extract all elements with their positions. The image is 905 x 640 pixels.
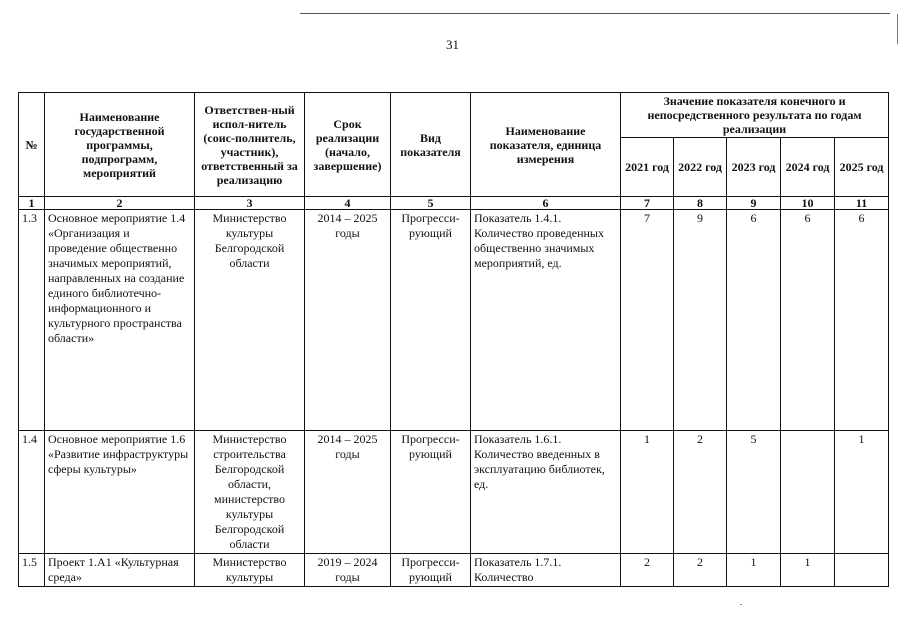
header-year-2024: 2024 год xyxy=(781,138,835,197)
row-value-2023: 1 xyxy=(727,554,781,587)
header-term: Срок реализации (начало, завершение) xyxy=(305,93,391,197)
row-name: Основное мероприятие 1.4 «Организация и проведение общественно значимых мероприятий, направленных на создание единого библиотечно-информационного и культурного пространства области» xyxy=(45,210,195,431)
row-responsible: Министерство культуры Белгородской области xyxy=(195,210,305,431)
row-value-2025: 6 xyxy=(835,210,889,431)
row-name: Проект 1.А1 «Культурная среда» xyxy=(45,554,195,587)
row-type: Прогресси-рующий xyxy=(391,431,471,554)
row-indicator: Показатель 1.7.1. Количество xyxy=(471,554,621,587)
column-number: 8 xyxy=(674,197,727,210)
row-value-2021: 1 xyxy=(621,431,674,554)
row-value-2022: 9 xyxy=(674,210,727,431)
row-num: 1.3 xyxy=(19,210,45,431)
column-number: 1 xyxy=(19,197,45,210)
column-number: 10 xyxy=(781,197,835,210)
row-value-2022: 2 xyxy=(674,554,727,587)
header-year-2023: 2023 год xyxy=(727,138,781,197)
row-value-2024 xyxy=(781,431,835,554)
column-number: 3 xyxy=(195,197,305,210)
row-value-2025 xyxy=(835,554,889,587)
page-number: 31 xyxy=(446,37,459,52)
header-values-group: Значение показателя конечного и непосредственного результата по годам реализации xyxy=(621,93,889,138)
row-value-2021: 2 xyxy=(621,554,674,587)
row-indicator: Показатель 1.6.1. Количество введенных в эксплуатацию библиотек, ед. xyxy=(471,431,621,554)
header-year-2022: 2022 год xyxy=(674,138,727,197)
column-numbers-row xyxy=(19,197,889,210)
table-row xyxy=(19,431,889,554)
row-name: Основное мероприятие 1.6 «Развитие инфраструктуры сферы культуры» xyxy=(45,431,195,554)
column-number: 5 xyxy=(391,197,471,210)
indicators-table xyxy=(18,92,889,587)
scan-border-line xyxy=(300,13,890,14)
header-responsible: Ответствен-ный испол-нитель (соис-полнитель, участник), ответственный за реализацию xyxy=(195,93,305,197)
header-row xyxy=(19,93,889,138)
header-type: Вид показателя xyxy=(391,93,471,197)
scan-speck xyxy=(740,604,742,605)
column-number: 11 xyxy=(835,197,889,210)
row-value-2024: 1 xyxy=(781,554,835,587)
column-number: 4 xyxy=(305,197,391,210)
header-year-2021: 2021 год xyxy=(621,138,674,197)
row-value-2024: 6 xyxy=(781,210,835,431)
header-year-2025: 2025 год xyxy=(835,138,889,197)
table-row xyxy=(19,554,889,587)
row-responsible: Министерство строительства Белгородской области, министерство культуры Белгородской области xyxy=(195,431,305,554)
row-value-2025: 1 xyxy=(835,431,889,554)
column-number: 7 xyxy=(621,197,674,210)
row-term: 2019 – 2024 годы xyxy=(305,554,391,587)
row-num: 1.5 xyxy=(19,554,45,587)
header-indicator: Наименование показателя, единица измерения xyxy=(471,93,621,197)
row-indicator: Показатель 1.4.1. Количество проведенных общественно значимых мероприятий, ед. xyxy=(471,210,621,431)
row-value-2023: 5 xyxy=(727,431,781,554)
header-num: № xyxy=(19,93,45,197)
row-responsible: Министерство культуры xyxy=(195,554,305,587)
column-number: 6 xyxy=(471,197,621,210)
row-value-2023: 6 xyxy=(727,210,781,431)
row-num: 1.4 xyxy=(19,431,45,554)
row-term: 2014 – 2025 годы xyxy=(305,431,391,554)
row-value-2022: 2 xyxy=(674,431,727,554)
row-type: Прогресси-рующий xyxy=(391,554,471,587)
header-name: Наименование государственной программы, подпрограмм, мероприятий xyxy=(45,93,195,197)
column-number: 9 xyxy=(727,197,781,210)
column-number: 2 xyxy=(45,197,195,210)
row-term: 2014 – 2025 годы xyxy=(305,210,391,431)
row-value-2021: 7 xyxy=(621,210,674,431)
table-row xyxy=(19,210,889,431)
row-type: Прогресси-рующий xyxy=(391,210,471,431)
